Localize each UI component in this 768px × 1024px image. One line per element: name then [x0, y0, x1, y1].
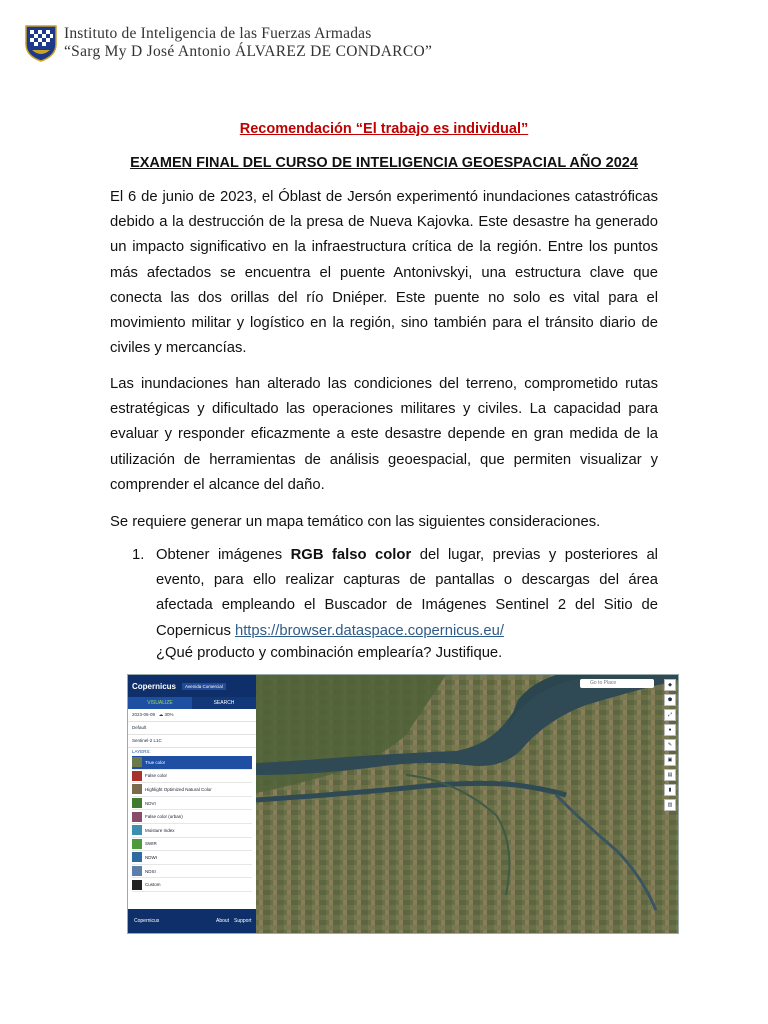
layer-thumb — [132, 757, 142, 767]
exam-title: EXAMEN FINAL DEL CURSO DE INTELIGENCIA GEOESPACIAL AÑO 2024 — [130, 155, 638, 171]
panel-footer — [128, 909, 256, 933]
layer-item[interactable]: Highlight Optimized Natural Color — [132, 783, 252, 797]
paragraph-impact: Las inundaciones han alterado las condiciones del terreno, comprometido rutas estratégicas y dificultado las operaciones militares y civiles. La capacidad para evaluar y responder eficazmente a este desastre depende en gran medida de la utilización de herramientas de análisis geoespacial, que permiten visualizar y comprender el alcance del daño. — [110, 376, 658, 493]
tab-visualize[interactable]: VISUALIZE — [128, 697, 192, 709]
layer-item[interactable]: False color (urban) — [132, 810, 252, 824]
layer-item[interactable]: NDWI — [132, 851, 252, 865]
collection-selector[interactable]: Sentinel-2 L1C — [128, 735, 256, 748]
location-selector[interactable]: Avenida Comercial — [182, 683, 226, 690]
about-link[interactable]: About — [216, 918, 230, 924]
layers-icon[interactable]: ◆ — [664, 679, 676, 691]
copernicus-screenshot — [127, 674, 679, 934]
pin-icon[interactable]: ⬟ — [664, 694, 676, 706]
layer-item[interactable]: Custom — [132, 878, 252, 892]
list-bold-text: RGB falso color — [290, 547, 412, 563]
recommendation-line: Recomendación “El trabajo es individual” — [239, 121, 529, 137]
copernicus-link[interactable]: https://browser.dataspace.copernicus.eu/ — [234, 622, 504, 639]
date-row[interactable]: 2023-06-09 ☁ 30% — [128, 709, 256, 722]
document-header — [24, 24, 432, 62]
map-toolbar — [664, 679, 675, 814]
list-text: Obtener imágenes — [156, 547, 291, 563]
layer-thumb — [132, 798, 142, 808]
footer-logo: Copernicus — [134, 918, 160, 924]
institution-name: Instituto de Inteligencia de las Fuerzas Armadas — [64, 25, 372, 42]
layer-item[interactable]: Moisture Index — [132, 824, 252, 838]
paragraph-intro: El 6 de junio de 2023, el Óblast de Jersón experimentó inundaciones catastróficas debido a la destrucción de la presa de Nueva Kajovka. Este desastre ha generado un impacto significativo en la infraestructura crítica de la región. Entre los puntos más afectados se encuentra el puente Antonivskyi, una estructura clave que conecta las dos orillas del río Dniéper. Este puente no solo es vital para el movimiento militar y logístico en la región, sino también para el tránsito diario de civiles y mercancías. — [110, 189, 658, 357]
layer-thumb — [132, 812, 142, 822]
layer-thumb — [132, 852, 142, 862]
list-number: 1. — [132, 547, 145, 563]
layer-thumb — [132, 784, 142, 794]
copernicus-logo: Copernicus — [132, 681, 177, 691]
institution-subtitle: “Sarg My D José Antonio ÁLVAREZ DE CONDARCO” — [64, 43, 433, 60]
satellite-map[interactable] — [256, 675, 678, 933]
edit-icon[interactable]: ✎ — [664, 739, 676, 751]
layer-thumb — [132, 825, 142, 835]
layer-item[interactable]: False color — [132, 770, 252, 784]
layer-item[interactable]: NDVI — [132, 797, 252, 811]
layers-heading: LAYERS: — [132, 749, 151, 754]
layer-thumb — [132, 866, 142, 876]
compare-icon[interactable]: ▣ — [664, 754, 676, 766]
tab-search[interactable]: SEARCH — [213, 700, 235, 706]
share-icon[interactable]: ▥ — [664, 799, 676, 811]
theme-selector[interactable]: Default — [128, 722, 256, 735]
layer-thumb — [132, 880, 142, 890]
layer-thumb — [132, 771, 142, 781]
layer-item[interactable]: NDSI — [132, 865, 252, 879]
layer-item[interactable]: True color — [132, 756, 252, 770]
3d-icon[interactable]: ▮ — [664, 784, 676, 796]
measure-icon[interactable]: ⤢ — [664, 709, 676, 721]
timelapse-icon[interactable]: ▤ — [664, 769, 676, 781]
support-link[interactable]: Support — [234, 918, 252, 924]
browser-side-panel — [128, 675, 256, 933]
question-line: ¿Qué producto y combinación emplearía? Justifique. — [156, 645, 503, 661]
list-text-cont: del lugar, previas y posteriores al evento, para ello realizar capturas de pantallas o descargas del área afectada empleando el Buscador de Imágenes Sentinel 2 del Sitio de Copernicus — [156, 547, 658, 639]
layer-thumb — [132, 839, 142, 849]
institute-crest-icon — [24, 24, 58, 62]
paragraph-requirement: Se requiere generar un mapa temático con las siguientes consideraciones. — [110, 514, 601, 530]
layer-item[interactable]: SWIR — [132, 838, 252, 852]
map-search-input[interactable]: Go to Place — [580, 679, 654, 688]
location-icon[interactable]: ● — [664, 724, 676, 736]
